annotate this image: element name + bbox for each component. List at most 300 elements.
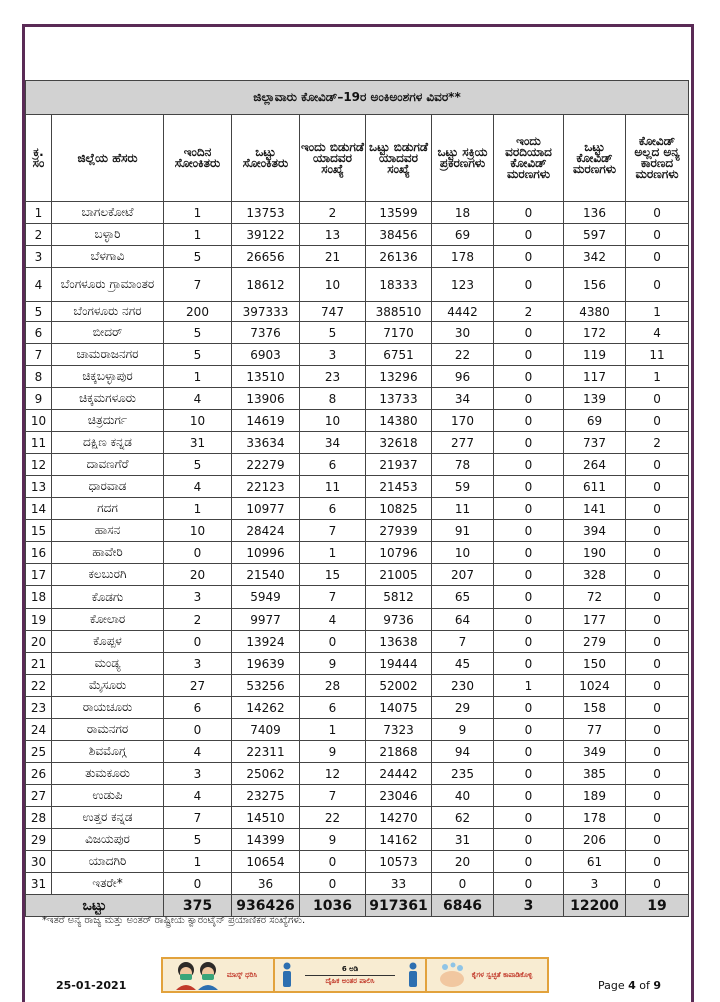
data-cell: 0 [626,851,689,873]
data-cell: 39122 [232,224,300,246]
column-header: ಇಂದಿನ ಸೋಂಕಿತರು [164,115,232,202]
data-cell: 4 [164,388,232,410]
data-cell: 1 [494,675,564,697]
data-cell: 22311 [232,741,300,763]
data-cell: 2 [164,609,232,631]
data-cell: 10796 [366,542,432,564]
data-cell: 3 [164,586,232,609]
data-cell: 3 [564,873,626,895]
data-cell: 61 [564,851,626,873]
district-name: ಕೊಡಗು [52,586,164,609]
data-cell: 0 [494,322,564,344]
data-cell: 30 [432,322,494,344]
data-cell: 0 [494,224,564,246]
data-cell: 178 [432,246,494,268]
data-cell: 91 [432,520,494,542]
data-cell: 737 [564,432,626,454]
data-cell: 38456 [366,224,432,246]
data-cell: 0 [164,631,232,653]
data-cell: 349 [564,741,626,763]
data-cell: 4 [164,741,232,763]
data-cell: 10825 [366,498,432,520]
row-number: 14 [26,498,52,520]
distance-segment [275,959,427,991]
table-row [26,763,689,785]
data-cell: 1 [164,366,232,388]
data-cell: 34 [432,388,494,410]
district-name: ಬೆಂಗಳೂರು ನಗರ [52,302,164,322]
table-row [26,224,689,246]
person-icon [406,962,420,988]
data-cell: 117 [564,366,626,388]
data-cell: 0 [626,498,689,520]
data-cell: 15 [300,564,366,586]
data-cell: 27 [164,675,232,697]
district-name: ಚಿಕ್ಕಬಳ್ಳಾಪುರ [52,366,164,388]
table-row [26,322,689,344]
data-cell: 32618 [366,432,432,454]
data-cell: 9 [300,829,366,851]
data-cell: 0 [494,476,564,498]
data-cell: 22279 [232,454,300,476]
row-number: 7 [26,344,52,366]
row-number: 4 [26,268,52,302]
data-cell: 3 [164,653,232,675]
data-cell: 22123 [232,476,300,498]
district-name: ಬಳ್ಳಾರಿ [52,224,164,246]
data-cell: 172 [564,322,626,344]
data-cell: 2 [300,202,366,224]
data-cell: 36 [232,873,300,895]
data-cell: 0 [626,246,689,268]
district-name: ಚಿಕ್ಕಮಗಳೂರು [52,388,164,410]
data-cell: 0 [626,542,689,564]
data-cell: 23046 [366,785,432,807]
district-name: ಬಾಗಲಕೋಟೆ [52,202,164,224]
total-cell: 3 [494,895,564,917]
data-cell: 7323 [366,719,432,741]
data-cell: 4 [626,322,689,344]
data-cell: 200 [164,302,232,322]
data-cell: 25062 [232,763,300,785]
district-name: ಬೀದರ್ [52,322,164,344]
data-cell: 13510 [232,366,300,388]
data-cell: 94 [432,741,494,763]
data-cell: 0 [626,476,689,498]
data-cell: 21540 [232,564,300,586]
data-cell: 28424 [232,520,300,542]
data-cell: 139 [564,388,626,410]
hands-text: ಕೈಗಳ ಸ್ವಚ್ಛತೆ ಕಾಪಾಡಿಕೊಳ್ಳಿ [471,970,533,979]
district-name: ಬೆಳಗಾವಿ [52,246,164,268]
data-cell: 279 [564,631,626,653]
table-row [26,202,689,224]
data-cell: 0 [626,609,689,631]
data-cell: 9977 [232,609,300,631]
data-cell: 5 [164,829,232,851]
data-cell: 1 [626,366,689,388]
data-cell: 11 [626,344,689,366]
column-header: ಜಿಲ್ಲೆಯ ಹೆಸರು [52,115,164,202]
data-cell: 0 [494,785,564,807]
data-cell: 0 [494,829,564,851]
data-cell: 72 [564,586,626,609]
table-row [26,631,689,653]
data-cell: 19639 [232,653,300,675]
data-cell: 0 [494,851,564,873]
data-cell: 5 [164,322,232,344]
distance-value: 6 ಅಡಿ [341,964,359,973]
data-cell: 0 [626,653,689,675]
data-cell: 0 [626,520,689,542]
table-title: ಜಿಲ್ಲಾವಾರು ಕೋವಿಡ್–19ರ ಅಂಕಿಅಂಶಗಳ ವಿವರ** [26,81,689,115]
table-row [26,785,689,807]
data-cell: 5 [300,322,366,344]
data-cell: 156 [564,268,626,302]
data-cell: 7 [432,631,494,653]
data-cell: 14399 [232,829,300,851]
data-cell: 45 [432,653,494,675]
data-cell: 13638 [366,631,432,653]
data-cell: 6751 [366,344,432,366]
data-cell: 31 [432,829,494,851]
data-cell: 0 [494,873,564,895]
data-cell: 7376 [232,322,300,344]
data-cell: 5 [164,246,232,268]
data-cell: 0 [494,542,564,564]
row-number: 3 [26,246,52,268]
data-cell: 5949 [232,586,300,609]
table-row [26,653,689,675]
data-cell: 0 [626,586,689,609]
district-name: ಹಾಸನ [52,520,164,542]
district-name: ಧಾರವಾಡ [52,476,164,498]
data-cell: 0 [626,631,689,653]
data-cell: 22 [432,344,494,366]
data-cell: 10 [164,410,232,432]
data-cell: 13753 [232,202,300,224]
data-cell: 0 [494,454,564,476]
row-number: 24 [26,719,52,741]
data-cell: 7 [300,520,366,542]
row-number: 26 [26,763,52,785]
data-cell: 0 [494,609,564,631]
data-cell: 4 [164,476,232,498]
table-row [26,410,689,432]
data-cell: 0 [494,366,564,388]
data-cell: 7409 [232,719,300,741]
table-row [26,609,689,631]
data-cell: 14075 [366,697,432,719]
data-cell: 23275 [232,785,300,807]
data-cell: 0 [432,873,494,895]
data-cell: 0 [494,388,564,410]
column-header: ಕೋವಿಡ್ ಅಲ್ಲದ ಅನ್ಯ ಕಾರಣದ ಮರಣಗಳು [626,115,689,202]
data-cell: 0 [626,564,689,586]
distance-arrow [305,975,395,976]
data-cell: 0 [494,520,564,542]
row-number: 23 [26,697,52,719]
data-cell: 611 [564,476,626,498]
data-cell: 10573 [366,851,432,873]
district-name: ಮಂಡ್ಯ [52,653,164,675]
data-cell: 123 [432,268,494,302]
data-cell: 0 [494,763,564,785]
data-cell: 65 [432,586,494,609]
data-cell: 2 [494,302,564,322]
data-cell: 207 [432,564,494,586]
data-cell: 14380 [366,410,432,432]
data-cell: 0 [626,873,689,895]
data-cell: 0 [300,873,366,895]
data-cell: 136 [564,202,626,224]
row-number: 21 [26,653,52,675]
total-cell: 1036 [300,895,366,917]
data-cell: 5 [164,454,232,476]
data-cell: 78 [432,454,494,476]
row-number: 16 [26,542,52,564]
data-cell: 5812 [366,586,432,609]
data-cell: 18 [432,202,494,224]
data-cell: 0 [626,763,689,785]
data-cell: 277 [432,432,494,454]
data-cell: 141 [564,498,626,520]
data-cell: 0 [626,388,689,410]
row-number: 15 [26,520,52,542]
table-row [26,520,689,542]
data-cell: 388510 [366,302,432,322]
data-cell: 177 [564,609,626,631]
data-cell: 0 [626,675,689,697]
data-cell: 11 [300,476,366,498]
data-cell: 62 [432,807,494,829]
table-row [26,586,689,609]
data-cell: 33 [366,873,432,895]
district-name: ಚಾಮರಾಜನಗರ [52,344,164,366]
data-cell: 0 [626,410,689,432]
data-cell: 1 [164,851,232,873]
data-cell: 0 [494,410,564,432]
data-cell: 1 [626,302,689,322]
data-cell: 0 [494,344,564,366]
district-name: ಇತರೇ* [52,873,164,895]
data-cell: 21868 [366,741,432,763]
district-name: ಮೈಸೂರು [52,675,164,697]
mask-text: ಮಾಸ್ಕ್ ಧರಿಸಿ [226,970,258,979]
data-cell: 7 [300,586,366,609]
district-name: ಉಡುಪಿ [52,785,164,807]
data-cell: 0 [494,719,564,741]
data-cell: 206 [564,829,626,851]
table-row [26,498,689,520]
data-cell: 0 [494,697,564,719]
district-name: ರಾಮನಗರ [52,719,164,741]
table-row [26,432,689,454]
data-cell: 178 [564,807,626,829]
data-cell: 10 [164,520,232,542]
district-name: ದಕ್ಷಿಣ ಕನ್ನಡ [52,432,164,454]
data-cell: 5 [164,344,232,366]
data-cell: 20 [432,851,494,873]
table-row [26,741,689,763]
masked-people-icon [174,960,222,990]
data-cell: 0 [626,807,689,829]
data-cell: 23 [300,366,366,388]
table-row [26,302,689,322]
table-row [26,807,689,829]
row-number: 25 [26,741,52,763]
data-cell: 0 [494,807,564,829]
data-cell: 170 [432,410,494,432]
data-cell: 7 [164,268,232,302]
data-cell: 34 [300,432,366,454]
data-cell: 27939 [366,520,432,542]
data-cell: 28 [300,675,366,697]
total-cell: 19 [626,895,689,917]
table-row [26,454,689,476]
data-cell: 235 [432,763,494,785]
data-cell: 6 [300,454,366,476]
row-number: 19 [26,609,52,631]
mask-segment [163,959,275,991]
data-cell: 342 [564,246,626,268]
data-cell: 150 [564,653,626,675]
total-cell: 12200 [564,895,626,917]
table-row [26,344,689,366]
data-cell: 0 [494,586,564,609]
data-cell: 14162 [366,829,432,851]
data-cell: 385 [564,763,626,785]
data-cell: 21005 [366,564,432,586]
data-cell: 394 [564,520,626,542]
column-header: ಒಟ್ಟು ಸೋಂಕಿತರು [232,115,300,202]
district-name: ಹಾವೇರಿ [52,542,164,564]
data-cell: 4 [300,609,366,631]
data-cell: 18612 [232,268,300,302]
data-cell: 2 [626,432,689,454]
data-cell: 21453 [366,476,432,498]
district-name: ಯಾದಗಿರಿ [52,851,164,873]
data-cell: 10 [300,268,366,302]
data-cell: 13733 [366,388,432,410]
distance-text: ದೈಹಿಕ ಅಂತರ ಪಾಲಿಸಿ [325,976,375,985]
data-cell: 13296 [366,366,432,388]
row-number: 13 [26,476,52,498]
table-row [26,697,689,719]
data-cell: 40 [432,785,494,807]
data-cell: 397333 [232,302,300,322]
data-cell: 13599 [366,202,432,224]
table-row [26,246,689,268]
data-cell: 0 [494,268,564,302]
row-number: 28 [26,807,52,829]
table-row [26,542,689,564]
data-cell: 9736 [366,609,432,631]
data-cell: 14510 [232,807,300,829]
data-cell: 0 [164,719,232,741]
data-cell: 0 [494,564,564,586]
data-cell: 20 [164,564,232,586]
data-cell: 1 [164,202,232,224]
data-cell: 69 [432,224,494,246]
total-cell: 917361 [366,895,432,917]
column-header: ಒಟ್ಟು ಕೋವಿಡ್ ಮರಣಗಳು [564,115,626,202]
row-number: 20 [26,631,52,653]
data-cell: 13906 [232,388,300,410]
row-number: 12 [26,454,52,476]
data-cell: 0 [164,873,232,895]
data-cell: 4380 [564,302,626,322]
table-row [26,873,689,895]
page-number: Page 4 of 9 [598,979,662,992]
data-cell: 96 [432,366,494,388]
district-name: ತುಮಕೂರು [52,763,164,785]
data-cell: 0 [626,785,689,807]
data-cell: 1 [164,224,232,246]
data-cell: 19444 [366,653,432,675]
data-cell: 10977 [232,498,300,520]
data-cell: 6 [300,498,366,520]
data-cell: 21937 [366,454,432,476]
report-date: 25-01-2021 [56,979,127,992]
data-cell: 3 [300,344,366,366]
data-cell: 33634 [232,432,300,454]
row-number: 6 [26,322,52,344]
data-cell: 21 [300,246,366,268]
data-cell: 64 [432,609,494,631]
data-cell: 0 [626,268,689,302]
district-name: ಕಲಬುರಗಿ [52,564,164,586]
district-name: ಬೆಂಗಳೂರು ಗ್ರಾಮಾಂತರ [52,268,164,302]
data-cell: 12 [300,763,366,785]
table-row [26,851,689,873]
handwash-segment [427,959,547,991]
data-cell: 7170 [366,322,432,344]
data-cell: 0 [494,202,564,224]
district-name: ಶಿವಮೊಗ್ಗ [52,741,164,763]
district-name: ಕೊಪ್ಪಳ [52,631,164,653]
data-cell: 0 [626,741,689,763]
table-row [26,366,689,388]
data-cell: 9 [300,741,366,763]
column-header: ಇಂದು ವರದಿಯಾದ ಕೋವಿಡ್ ಮರಣಗಳು [494,115,564,202]
data-cell: 119 [564,344,626,366]
data-cell: 7 [164,807,232,829]
data-cell: 3 [164,763,232,785]
data-cell: 26136 [366,246,432,268]
data-cell: 6 [300,697,366,719]
data-cell: 6903 [232,344,300,366]
data-cell: 189 [564,785,626,807]
column-header: ಒಟ್ಟು ಸಕ್ರಿಯ ಪ್ರಕರಣಗಳು [432,115,494,202]
district-name: ವಿಜಯಪುರ [52,829,164,851]
data-cell: 10 [432,542,494,564]
data-cell: 52002 [366,675,432,697]
data-cell: 18333 [366,268,432,302]
district-name: ಕೋಲಾರ [52,609,164,631]
column-header: ಒಟ್ಟು ಬಿಡುಗಡೆ ಯಾದವರ ಸಂಖ್ಯೆ [366,115,432,202]
safety-banner [161,957,549,993]
data-cell: 0 [626,697,689,719]
row-number: 9 [26,388,52,410]
data-cell: 264 [564,454,626,476]
data-cell: 0 [164,542,232,564]
data-cell: 14262 [232,697,300,719]
data-cell: 59 [432,476,494,498]
data-cell: 0 [494,432,564,454]
table-row [26,476,689,498]
data-cell: 0 [300,631,366,653]
